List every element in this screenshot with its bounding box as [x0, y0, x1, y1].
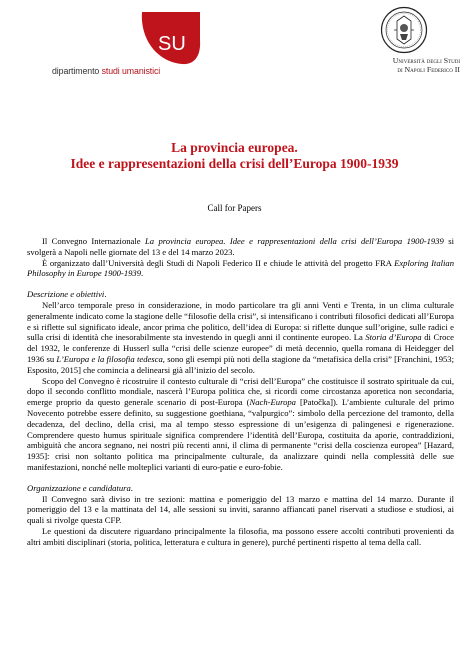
s1-p2-text-b: [Patočka]). L’ambiente culturale del primo Novecento potrebbe essere definito, su suggestione goethiana, “valpurgico”: simbolo della percezione del tramonto, della decadenza, del declino, della crisi, ma al tempo stesso espressione di un’esigenza di palingenesi e rigenerazione. Comprendere questo humus spirituale significa comprendere l’identità dell’Europa, costituita da aporie, contraddizioni, ambiguità che ancora segnano, nei nostri più recenti anni, il clima di permanente “crisi della coscienza europea” [Hazard, 1935]: crisi non soltanto politica ma principalmente culturale, da analizzare quindi nella complessità delle sue manifestazioni, nonché nelle molteplici varianti di euro-patie e euro-fobie. — [27, 397, 454, 472]
organization-paragraph-1: Il Convegno sarà diviso in tre sezioni: mattina e pomeriggio del 13 marzo e mattina del 14 marzo. Durante il pomeriggio del 13 e la mattinata del 14, alle sessioni su inviti, saranno affiancati panel riservati a studiose e studiosi, ai quali si rivolge questa CFP. — [27, 493, 454, 526]
intro-paragraph-1 — [27, 236, 454, 258]
intro-p2-text-b: . — [141, 268, 144, 279]
su-logo-mark — [138, 10, 202, 66]
title-line-2: Idee e rappresentazioni della crisi dell’Europa 1900-1939 — [70, 156, 399, 171]
s1-p2-text-a: Scopo del Convegno è ricostruire il contesto culturale di “crisi dell’Europa” che costituisce il sostrato spirituale da cui, dopo il secondo conflitto mondiale, nascerà l’Europa politica che, si ricordi come circostanza aporetica non secondaria, emerge proprio da questo generale scenario di post-Europa ( — [27, 375, 454, 408]
university-seal-icon — [380, 6, 428, 54]
section1-heading-dot: . — [104, 289, 107, 300]
section1-heading-text: Descrizione e obiettivi — [27, 289, 105, 300]
department-prefix: dipartimento — [52, 66, 100, 76]
department-logo — [52, 10, 202, 80]
university-name-line2: di Napoli Federico II — [397, 65, 460, 74]
intro-p2-project-title: Exploring Italian Philosophy in Europe 1900-1939 — [27, 257, 454, 279]
section-heading-organization — [27, 483, 454, 494]
section2-heading-dot: . — [130, 482, 133, 493]
call-for-papers-label: Call for Papers — [207, 203, 262, 213]
intro-p2-text-a: È organizzato dall’Università degli Studi di Napoli Federico II e chiude le attività del progetto FRA — [42, 257, 395, 268]
university-logo — [360, 6, 460, 86]
title-line-1: La provincia europea. — [171, 140, 298, 155]
s1-p1-italic-2: L’Europa e la filosofia tedesca — [56, 353, 163, 364]
s1-p1-text-c: , sono gli esempi più noti della stagione da “metafisica della crisi” [Franchini, 1953; Esposito, 2015] che comincia a delinearsi già all’inizio del secolo. — [27, 353, 454, 375]
description-paragraph-2 — [27, 376, 454, 473]
department-title: studi umanistici — [101, 66, 161, 76]
s1-p2-italic: Nach-Europa — [249, 397, 296, 408]
section-heading-description — [27, 289, 454, 300]
s1-p1-text-b: di Croce del 1932, le conferenze di Husserl sulla “crisi delle scienze europee” di metà decennio, quella romana di Heidegger del 1936 su — [27, 332, 454, 364]
section2-heading-text: Organizzazione e candidatura — [27, 482, 131, 493]
intro-p1-text-b: si svolgerà a Napoli nelle giornate del 13 e del 14 marzo 2023. — [27, 236, 454, 257]
s1-p1-text-a: Nell’arco temporale preso in considerazione, in modo particolare tra gli anni Venti e Trenta, in un clima culturale generalmente indicato come la stagione delle “filosofie della crisi”, si intensificano i contributi filosofici dedicati all’Europa e si riflette sul significato ideale, ancor prima che politico, dell’idea di Europa: si riflette dunque sull’origine, sulle radici e sulla crisi di identità che inesorabilmente sta investendo in quegli anni il continente europeo. La — [27, 299, 454, 343]
page-title — [0, 140, 469, 172]
s1-p1-italic-1: Storia d’Europa — [365, 332, 422, 343]
organization-paragraph-2: Le questioni da discutere riguardano principalmente la filosofia, ma possono essere accolti contributi provenienti da altri ambiti disciplinari (storia, politica, letteratura e cultura in genere), purché pertinenti rispetto al tema della call. — [27, 525, 454, 547]
department-name — [52, 66, 222, 76]
su-logo-letters: SU — [158, 33, 186, 55]
university-name-line1: Università degli Studi — [392, 56, 460, 65]
university-name — [360, 56, 460, 74]
description-paragraph-1 — [27, 300, 454, 376]
intro-p1-text-a: Il Convegno Internazionale — [42, 236, 145, 246]
intro-p1-event-title: La provincia europea. Idee e rappresentazioni della crisi dell’Europa 1900-1939 — [144, 236, 444, 246]
document-body — [27, 236, 454, 548]
intro-paragraph-2 — [27, 258, 454, 280]
